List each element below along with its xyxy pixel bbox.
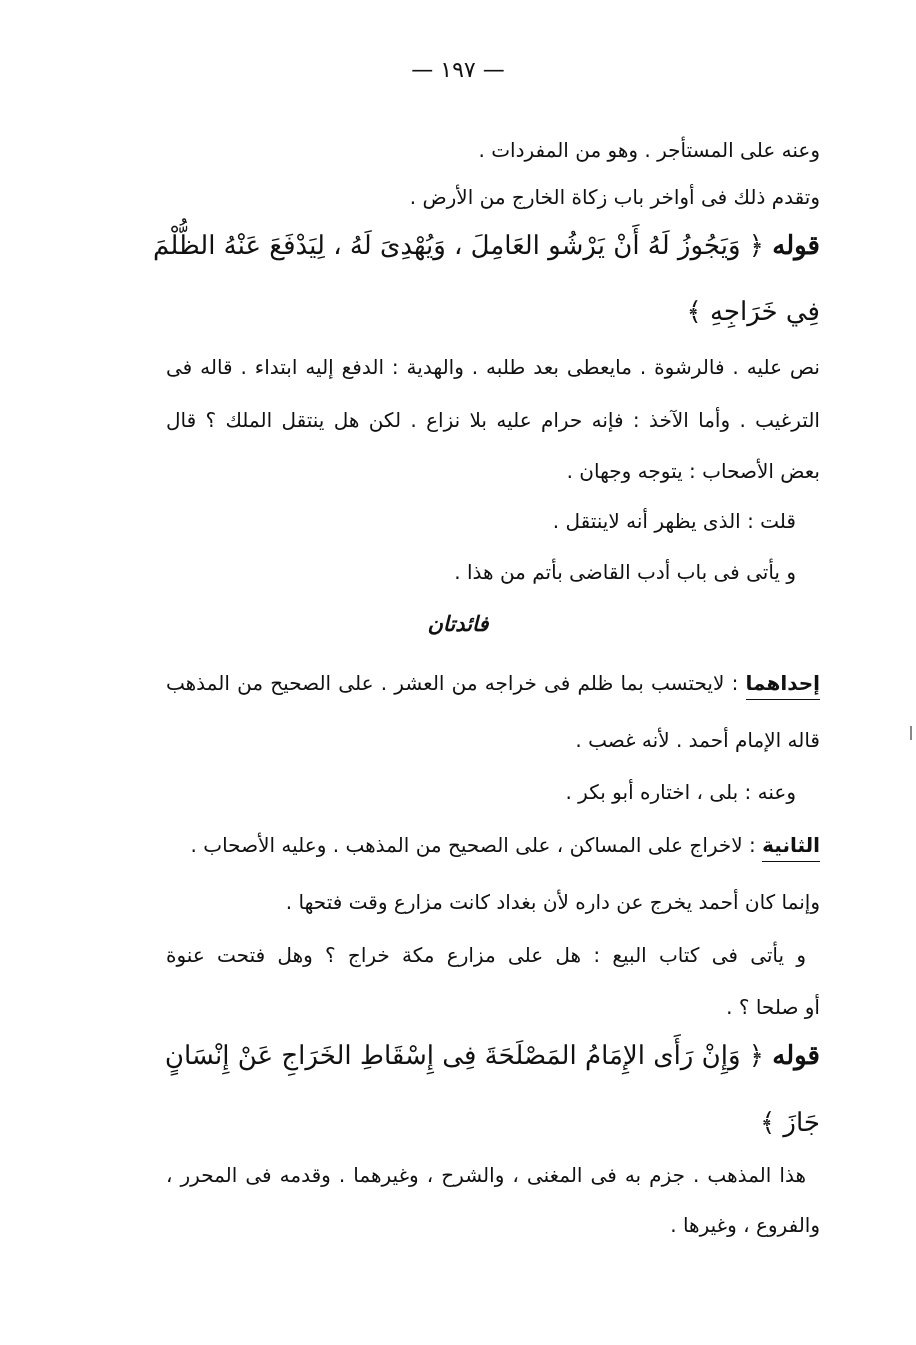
text-line-5: نص عليه . فالرشوة . مايعطى بعد طلبه . والهدية : الدفع إليه ابتداء . قاله فى xyxy=(166,355,820,379)
quote-line-1 xyxy=(153,226,820,266)
text-line-15: وإنما كان أحمد يخرج عن داره لأن بغداد كانت مزارع وقت فتحها . xyxy=(285,890,820,914)
qawluh-label: قوله xyxy=(772,231,820,261)
text-line-6: الترغيب . وأما الآخذ : فإنه حرام عليه بلا نزاع . لكن هل ينتقل الملك ؟ قال xyxy=(166,408,820,432)
text-line-21: والفروع ، وغيرها . xyxy=(670,1213,820,1237)
quote-line-3 xyxy=(164,1036,820,1076)
quote-line-4: جَازَ ﴾ xyxy=(759,1108,820,1138)
text-line-7: بعض الأصحاب : يتوجه وجهان . xyxy=(566,459,820,483)
thaniya-label: الثانية xyxy=(762,833,820,862)
text-line-11 xyxy=(166,668,820,698)
margin-mark xyxy=(910,726,912,740)
quote-text-1: ﴿ وَيَجُوزُ لَهُ أَنْ يَرْشُو العَامِلَ ، وَيُهْدِىَ لَهُ ، لِيَدْفَعَ عَنْهُ الظُّلْمَ xyxy=(153,231,764,261)
text-line-1: وعنه على المستأجر . وهو من المفردات . xyxy=(478,138,820,162)
text-line-11-body: : لايحتسب بما ظلم فى خراجه من العشر . على الصحيح من المذهب xyxy=(166,671,739,695)
ihdahuma-label: إحداهما xyxy=(746,671,820,700)
quote-line-2: فِي خَرَاجِهِ ﴾ xyxy=(686,297,820,327)
quote-text-3: ﴿ وَإِنْ رَأَى الإِمَامُ المَصْلَحَةَ فِى إِسْقَاطِ الخَرَاجِ عَنْ إِنْسَانٍ xyxy=(164,1041,764,1071)
text-line-14-body: : لاخراج على المساكن ، على الصحيح من المذهب . وعليه الأصحاب . xyxy=(190,833,756,857)
text-line-16: و يأتى فى كتاب البيع : هل على مزارع مكة خراج ؟ وهل فتحت عنوة xyxy=(166,943,806,967)
text-line-9: و يأتى فى باب أدب القاضى بأتم من هذا . xyxy=(454,560,796,584)
text-line-17: أو صلحا ؟ . xyxy=(726,995,820,1019)
text-line-12: قاله الإمام أحمد . لأنه غصب . xyxy=(575,728,820,752)
page-number: — ١٩٧ — xyxy=(411,58,505,83)
text-line-13: وعنه : بلى ، اختاره أبو بكر . xyxy=(565,780,796,804)
section-heading: فائدتان xyxy=(427,612,489,636)
text-line-20: هذا المذهب . جزم به فى المغنى ، والشرح ، وغيرهما . وقدمه فى المحرر ، xyxy=(166,1163,806,1187)
text-line-8: قلت : الذى يظهر أنه لاينتقل . xyxy=(552,509,796,533)
qawluh-label-2: قوله xyxy=(772,1041,820,1071)
text-line-14 xyxy=(160,830,820,860)
text-line-2: وتقدم ذلك فى أواخر باب زكاة الخارج من الأرض . xyxy=(409,185,820,209)
